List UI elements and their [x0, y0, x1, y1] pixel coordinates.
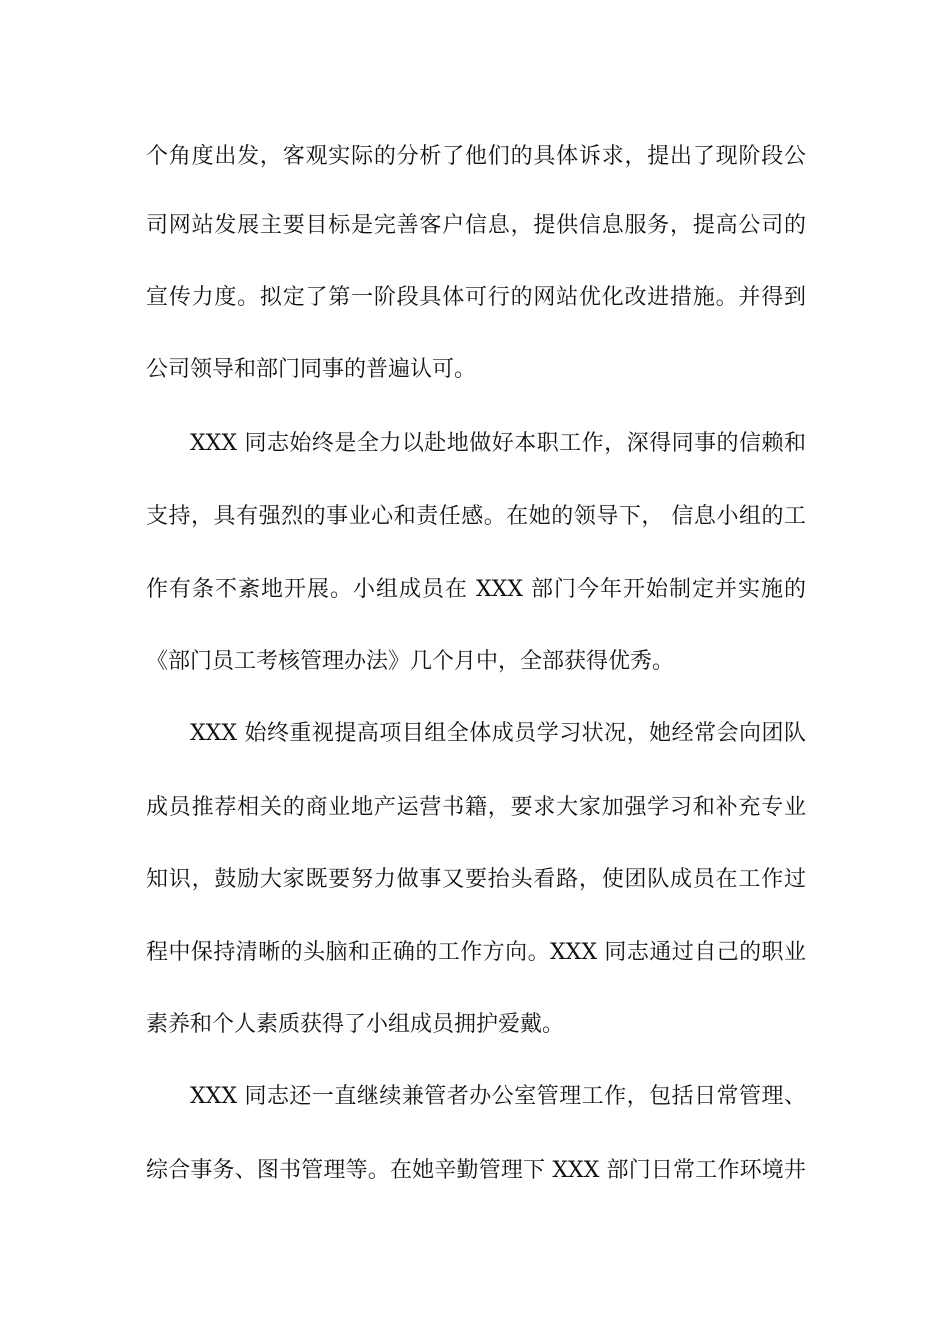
paragraph-line: XXX 同志还一直继续兼管者办公室管理工作，包括日常管理、 [190, 1084, 806, 1109]
paragraph-line: 公司领导和部门同事的普遍认可。 [146, 357, 477, 382]
paragraph-line: 作有条不紊地开展。小组成员在 XXX 部门今年开始制定并实施的 [146, 577, 806, 602]
paragraph-line: 知识，鼓励大家既要努力做事又要抬头看路，使团队成员在工作过 [146, 867, 806, 892]
paragraph-line: 个角度出发，客观实际的分析了他们的具体诉求，提出了现阶段公 [146, 144, 806, 169]
paragraph-line: 宣传力度。拟定了第一阶段具体可行的网站优化改进措施。并得到 [146, 285, 806, 310]
paragraph-line: 司网站发展主要目标是完善客户信息，提供信息服务，提高公司的 [146, 213, 806, 238]
paragraph-line: XXX 始终重视提高项目组全体成员学习状况，她经常会向团队 [190, 721, 806, 746]
paragraph-line: 素养和个人素质获得了小组成员拥护爱戴。 [146, 1012, 565, 1037]
paragraph-line: 程中保持清晰的头脑和正确的工作方向。XXX 同志通过自己的职业 [146, 940, 806, 965]
paragraph-line: 综合事务、图书管理等。在她辛勤管理下 XXX 部门日常工作环境井 [146, 1158, 806, 1183]
paragraph-line: 成员推荐相关的商业地产运营书籍，要求大家加强学习和补充专业 [146, 795, 806, 820]
paragraph-line: 支持，具有强烈的事业心和责任感。在她的领导下， 信息小组的工 [146, 504, 806, 529]
paragraph-line: XXX 同志始终是全力以赴地做好本职工作，深得同事的信赖和 [190, 431, 806, 456]
paragraph-line: 《部门员工考核管理办法》几个月中，全部获得优秀。 [146, 649, 675, 674]
